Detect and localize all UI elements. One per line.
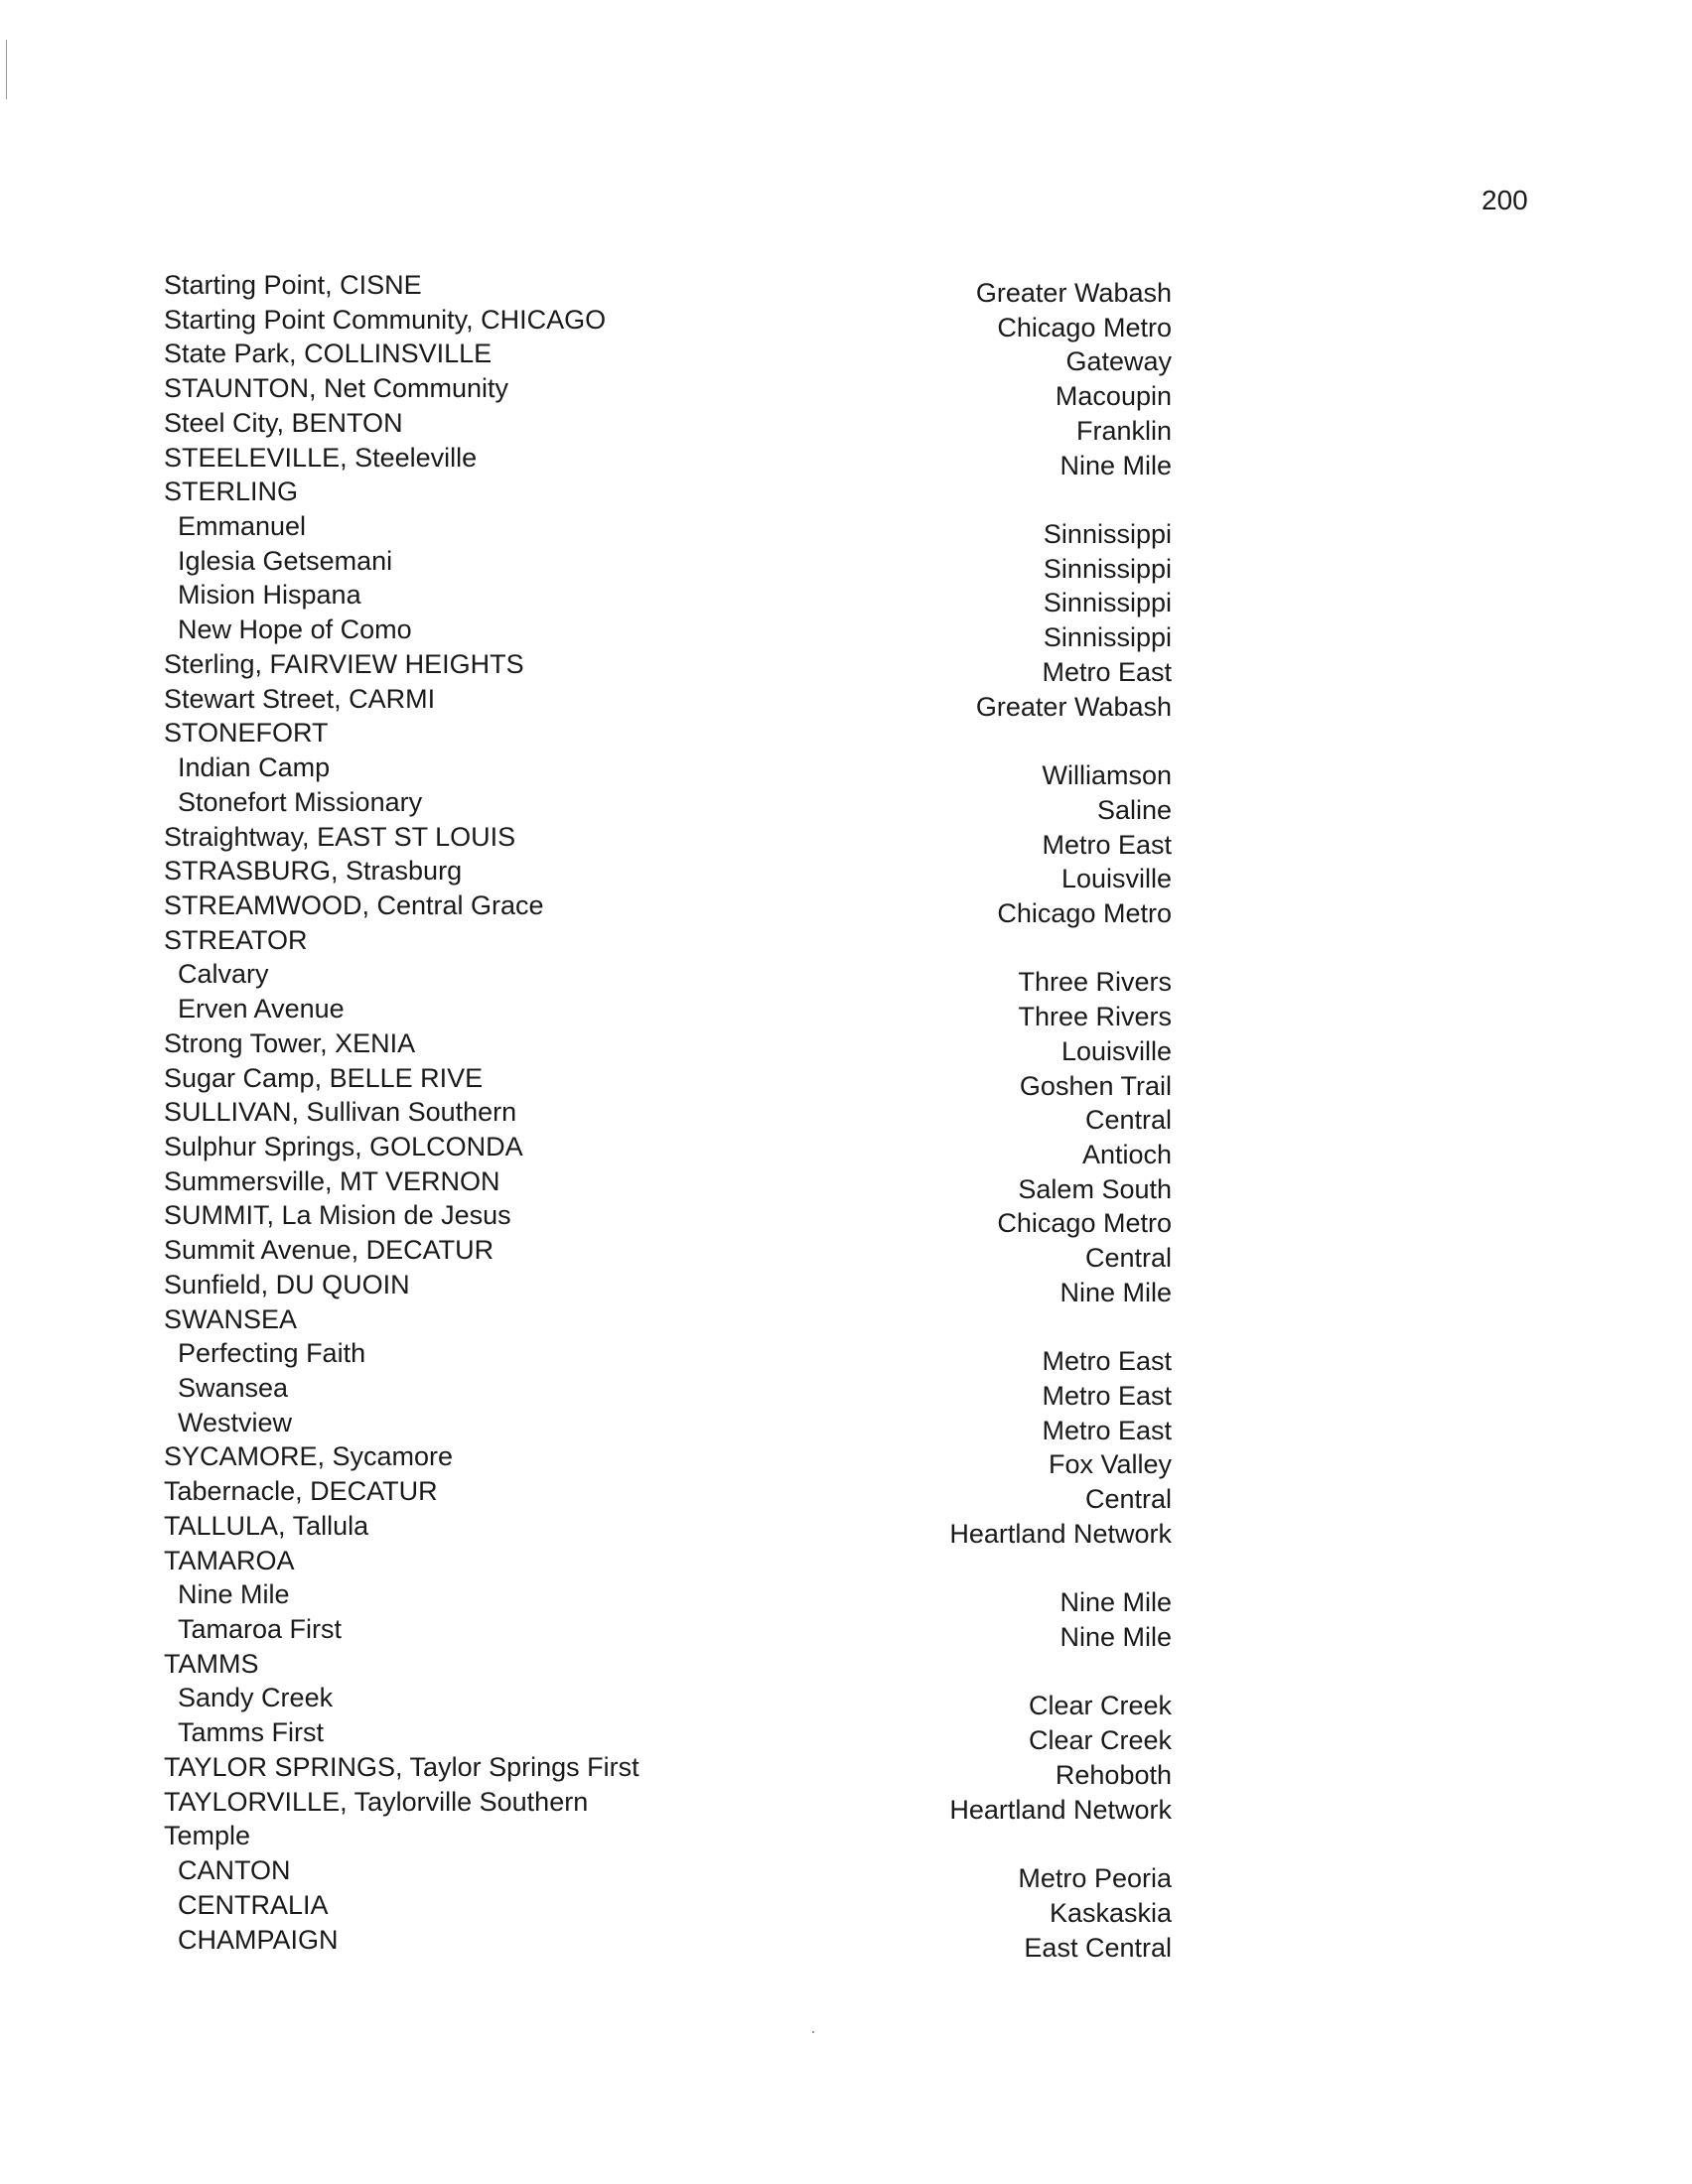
entry-name: Sugar Camp, BELLE RIVE <box>164 1062 484 1093</box>
entry-association: Nine Mile <box>1059 1277 1172 1307</box>
entry-association: Louisville <box>1060 1035 1172 1066</box>
entry-association <box>775 482 1172 517</box>
association-column <box>775 276 1172 1965</box>
entry-association: Greater Wabash <box>975 691 1172 722</box>
sub-entry-name: Calvary <box>178 959 269 990</box>
entry-name: SULLIVAN, Sullivan Southern <box>164 1097 517 1128</box>
entry-association <box>775 1655 1172 1690</box>
entry-name: TAYLORVILLE, Taylorville Southern <box>164 1786 589 1817</box>
entry-association: Metro East <box>1042 829 1172 860</box>
entry-association: Central <box>1084 1105 1172 1136</box>
entry-association: Metro East <box>1042 656 1172 687</box>
entry-association: Kaskaskia <box>1049 1897 1172 1928</box>
entry-name: Sterling, FAIRVIEW HEIGHTS <box>164 648 524 679</box>
entry-name: Summit Avenue, DECATUR <box>164 1235 494 1266</box>
entry-association: Antioch <box>1081 1139 1172 1169</box>
entry-name: Starting Point Community, CHICAGO <box>164 304 607 335</box>
entry-name: STRASBURG, Strasburg <box>164 856 463 887</box>
sub-entry-name: CANTON <box>178 1855 291 1886</box>
sub-entry-name: Tamaroa First <box>178 1614 343 1645</box>
sub-entry-name: Iglesia Getsemani <box>178 545 393 576</box>
entry-name: Temple <box>164 1821 251 1851</box>
church-name-column <box>164 268 779 1957</box>
entry-name: STREAMWOOD, Central Grace <box>164 889 544 920</box>
entry-name: TALLULA, Tallula <box>164 1510 369 1541</box>
sub-entry-name: Sandy Creek <box>178 1683 334 1713</box>
entry-association: Franklin <box>1075 415 1172 446</box>
sub-entry-name: Mision Hispana <box>178 580 361 611</box>
entry-name: TAMAROA <box>164 1545 295 1575</box>
entry-association: Sinnissippi <box>1043 588 1172 618</box>
entry-name: TAYLOR SPRINGS, Taylor Springs First <box>164 1751 639 1782</box>
sub-entry-name: Indian Camp <box>178 752 331 783</box>
entry-association: Chicago Metro <box>997 897 1172 928</box>
entry-association: Three Rivers <box>1018 1002 1172 1032</box>
entry-association: Salem South <box>1018 1173 1172 1204</box>
entry-association: Gateway <box>1065 346 1172 377</box>
scan-dot <box>812 2031 814 2033</box>
entry-association: Heartland Network <box>949 1794 1172 1825</box>
entry-name: Starting Point, CISNE <box>164 270 422 300</box>
entry-association: Sinnissippi <box>1043 622 1172 653</box>
sub-entry-name: Tamms First <box>178 1717 324 1748</box>
entry-name: Sunfield, DU QUOIN <box>164 1269 410 1299</box>
entry-name: Steel City, BENTON <box>164 407 403 438</box>
sub-entry-name: Nine Mile <box>178 1579 290 1610</box>
entry-association: Williamson <box>1042 760 1172 791</box>
entry-name: SWANSEA <box>164 1303 298 1334</box>
entry-association: Rehoboth <box>1055 1759 1172 1790</box>
entry-name: STERLING <box>164 477 299 507</box>
entry-association: Louisville <box>1060 864 1172 894</box>
entry-association: Metro East <box>1042 1415 1172 1445</box>
page-number: 200 <box>1481 185 1528 215</box>
entry-name: STAUNTON, Net Community <box>164 373 509 404</box>
entry-association <box>775 931 1172 966</box>
entry-association: Sinnissippi <box>1043 553 1172 584</box>
entry-association: Metro East <box>1042 1381 1172 1411</box>
entry-name: STREATOR <box>164 924 308 955</box>
entry-association: Greater Wabash <box>975 278 1172 308</box>
entry-name: SUMMIT, La Mision de Jesus <box>164 1200 511 1231</box>
entry-association <box>775 1552 1172 1586</box>
entry-association: Nine Mile <box>1059 1622 1172 1653</box>
entry-association: Three Rivers <box>1018 967 1172 998</box>
entry-name: Summersville, MT VERNON <box>164 1165 500 1196</box>
sub-entry-name: Emmanuel <box>178 511 307 542</box>
entry-association <box>775 1827 1172 1861</box>
entry-name: SYCAMORE, Sycamore <box>164 1441 454 1472</box>
entry-association: Macoupin <box>1055 381 1172 412</box>
sub-entry-name: Swansea <box>178 1373 289 1403</box>
entry-name: Stewart Street, CARMI <box>164 683 436 714</box>
entry-association: Fox Valley <box>1048 1449 1172 1480</box>
entry-association: Nine Mile <box>1059 1587 1172 1618</box>
entry-name: State Park, COLLINSVILLE <box>164 339 493 369</box>
entry-name: Straightway, EAST ST LOUIS <box>164 821 516 852</box>
sub-entry-name: New Hope of Como <box>178 614 412 645</box>
entry-association: Chicago Metro <box>997 1208 1172 1239</box>
entry-association: Metro East <box>1042 1346 1172 1377</box>
entry-association: Sinnissippi <box>1043 519 1172 550</box>
entry-association: Metro Peoria <box>1018 1863 1172 1894</box>
entry-name: Tabernacle, DECATUR <box>164 1476 438 1507</box>
sub-entry-name: CHAMPAIGN <box>178 1924 339 1955</box>
entry-association: Clear Creek <box>1028 1691 1172 1721</box>
scan-mark <box>6 40 7 99</box>
entry-association: Heartland Network <box>949 1518 1172 1549</box>
entry-association: Central <box>1084 1484 1172 1515</box>
entry-association: Nine Mile <box>1059 450 1172 480</box>
entry-name: STEELEVILLE, Steeleville <box>164 442 478 473</box>
entry-association: Chicago Metro <box>997 312 1172 342</box>
sub-entry-name: CENTRALIA <box>178 1889 329 1920</box>
entry-association: Clear Creek <box>1028 1725 1172 1756</box>
entry-association: East Central <box>1024 1932 1172 1963</box>
sub-entry-name: Stonefort Missionary <box>178 786 423 817</box>
entry-name: Strong Tower, XENIA <box>164 1027 416 1058</box>
sub-entry-name: Perfecting Faith <box>178 1338 366 1369</box>
entry-association: Goshen Trail <box>1019 1070 1172 1101</box>
entry-association: Central <box>1084 1243 1172 1274</box>
sub-entry-name: Erven Avenue <box>178 994 345 1024</box>
entry-name: STONEFORT <box>164 718 329 749</box>
entry-name: TAMMS <box>164 1648 259 1679</box>
entry-name: Sulphur Springs, GOLCONDA <box>164 1131 523 1161</box>
entry-association <box>775 1310 1172 1345</box>
entry-association: Saline <box>1096 794 1172 825</box>
sub-entry-name: Westview <box>178 1407 293 1437</box>
entry-association <box>775 724 1172 758</box>
